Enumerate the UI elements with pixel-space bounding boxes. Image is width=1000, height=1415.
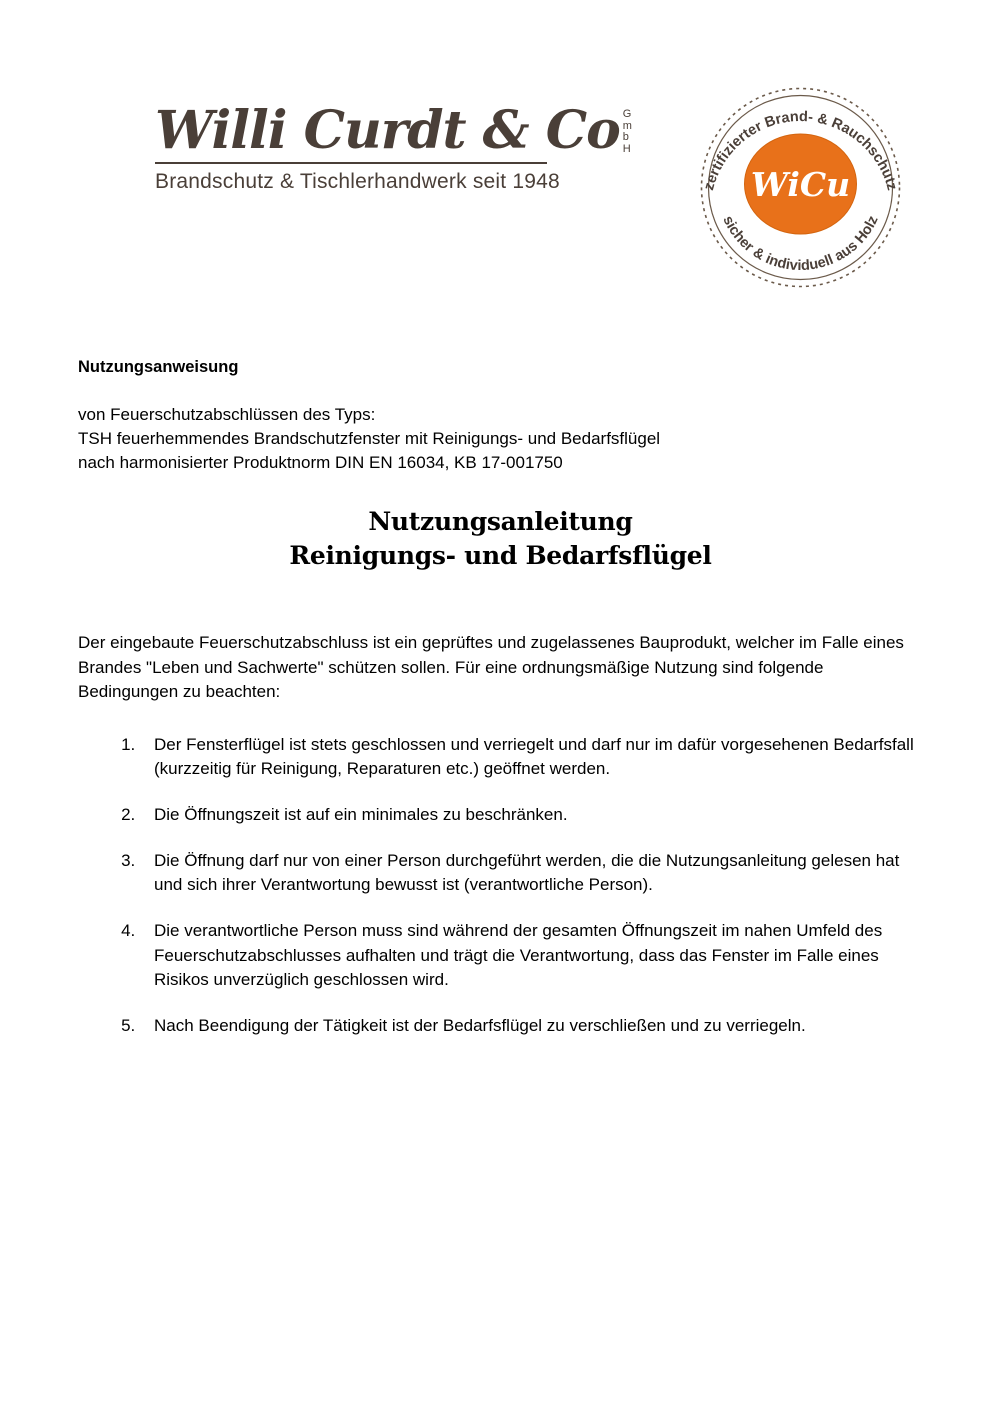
page-title-line-2: Reinigungs- und Bedarfsflügel [289,541,712,571]
list-item: 1. Der Fensterflügel ist stets geschlossen und verriegelt und darf nur im dafür vorgesehenen Bedarfsfall (kurzzeitig für Reinigung, Reparaturen etc.) geöffnet werden. [140,733,923,782]
list-item: 5. Nach Beendigung der Tätigkeit ist der Bedarfsflügel zu verschließen und zu verriegeln. [140,1014,923,1039]
company-logo [155,100,632,194]
type-description-block [78,403,923,475]
page-title-line-1: Nutzungsanleitung [368,507,633,537]
company-wordmark [155,100,632,161]
document-header [0,0,1000,300]
list-item: 3. Die Öffnung darf nur von einer Person durchgeführt werden, die die Nutzungsanleitung gelesen hat und sich ihrer Verantwortung bewusst ist (verantwortliche Person). [140,849,923,898]
seal-bottom-text: sicher & individuell aus Holz [719,213,882,275]
certification-seal [693,80,908,295]
logo-divider [155,162,547,164]
list-item: 4. Die verantwortliche Person muss sind während der gesamten Öffnungszeit im nahen Umfeld des Feuerschutzabschlusses aufhalten und trägt die Verantwortung, dass das Fenster im Falle eines Risikos unverzüglich geschlossen wird. [140,919,923,993]
seal-center-text: WiCu [750,165,851,204]
seal-top-text: zertifizierter Brand- & Rauchschutz [701,108,900,193]
type-description-line-2: TSH feuerhemmendes Brandschutzfenster mit Reinigungs- und Bedarfsflügel [78,429,661,449]
rules-list [78,733,923,1039]
legal-form-text: G m b H [622,108,632,155]
company-name-text: Willi Curdt & Co [155,100,620,161]
document-body [78,358,923,1039]
type-description-line-1: von Feuerschutzabschlüssen des Typs: [78,405,376,424]
list-item: 2. Die Öffnungszeit ist auf ein minimales zu beschränken. [140,803,923,828]
page-title [78,505,923,573]
type-description-line-3: nach harmonisierter Produktnorm DIN EN 16034, KB 17-001750 [78,453,563,473]
intro-paragraph [78,631,923,705]
intro-text: Der eingebaute Feuerschutzabschluss ist ein geprüftes und zugelassenes Bauprodukt, welcher im Falle eines Brandes "Leben und Sachwerte" schützen sollen. Für eine ordnungsmäßige Nutzung sind folgende Bedingungen zu beachten: [78,632,904,702]
company-tagline: Brandschutz & Tischlerhandwerk seit 1948 [155,170,560,193]
section-title: Nutzungsanweisung [78,358,239,376]
